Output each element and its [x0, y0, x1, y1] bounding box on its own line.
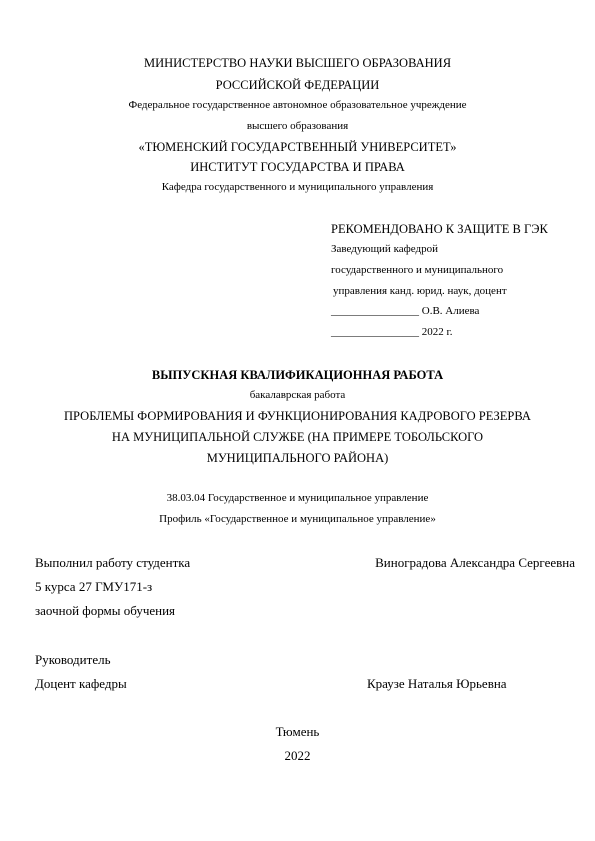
- profile-name: Профиль «Государственное и муниципальное управление»: [159, 513, 436, 525]
- approval-date-line: ________________ 2022 г.: [331, 326, 453, 338]
- work-topic-line-2: НА МУНИЦИПАЛЬНОЙ СЛУЖБЕ (НА ПРИМЕРЕ ТОБОЛЬСКОГО: [111, 430, 484, 444]
- supervisor-name: Краузе Наталья Юрьевна: [367, 676, 507, 691]
- ministry-line-1: МИНИСТЕРСТВО НАУКИ ВЫСШЕГО ОБРАЗОВАНИЯ: [143, 56, 452, 70]
- work-type: ВЫПУСКНАЯ КВАЛИФИКАЦИОННАЯ РАБОТА: [151, 368, 444, 382]
- institute-name: ИНСТИТУТ ГОСУДАРСТВА И ПРАВА: [190, 160, 405, 174]
- supervisor-label-2: Доцент кафедры: [35, 676, 127, 691]
- approval-line-3: управления канд. юрид. наук, доцент: [333, 285, 507, 297]
- student-label-1: Выполнил работу студентка: [35, 555, 191, 570]
- approval-signature-line: ________________ О.В. Алиева: [331, 305, 480, 317]
- work-level: бакалаврская работа: [249, 389, 346, 401]
- student-name: Виноградова Александра Сергеевна: [375, 555, 575, 570]
- work-topic-line-3: МУНИЦИПАЛЬНОГО РАЙОНА): [206, 451, 389, 465]
- student-label-2: 5 курса 27 ГМУ171-з: [35, 579, 153, 594]
- ministry-line-2: РОССИЙСКОЙ ФЕДЕРАЦИИ: [215, 78, 380, 92]
- city: Тюмень: [275, 724, 320, 739]
- university-name: «ТЮМЕНСКИЙ ГОСУДАРСТВЕННЫЙ УНИВЕРСИТЕТ»: [138, 140, 457, 154]
- student-label-3: заочной формы обучения: [35, 603, 176, 618]
- specialty-code: 38.03.04 Государственное и муниципальное управление: [166, 492, 429, 504]
- approval-line-2: государственного и муниципального: [331, 264, 504, 276]
- approval-line-1: Заведующий кафедрой: [331, 243, 438, 255]
- department-name: Кафедра государственного и муниципального управления: [161, 181, 434, 193]
- approval-title: РЕКОМЕНДОВАНО К ЗАЩИТЕ В ГЭК: [331, 222, 548, 236]
- year: 2022: [284, 748, 311, 763]
- work-topic-line-1: ПРОБЛЕМЫ ФОРМИРОВАНИЯ И ФУНКЦИОНИРОВАНИЯ КАДРОВОГО РЕЗЕРВА: [64, 409, 531, 423]
- institution-type-line-2: высшего образования: [246, 120, 349, 132]
- institution-type-line-1: Федеральное государственное автономное образовательное учреждение: [128, 99, 467, 111]
- supervisor-label-1: Руководитель: [35, 652, 111, 667]
